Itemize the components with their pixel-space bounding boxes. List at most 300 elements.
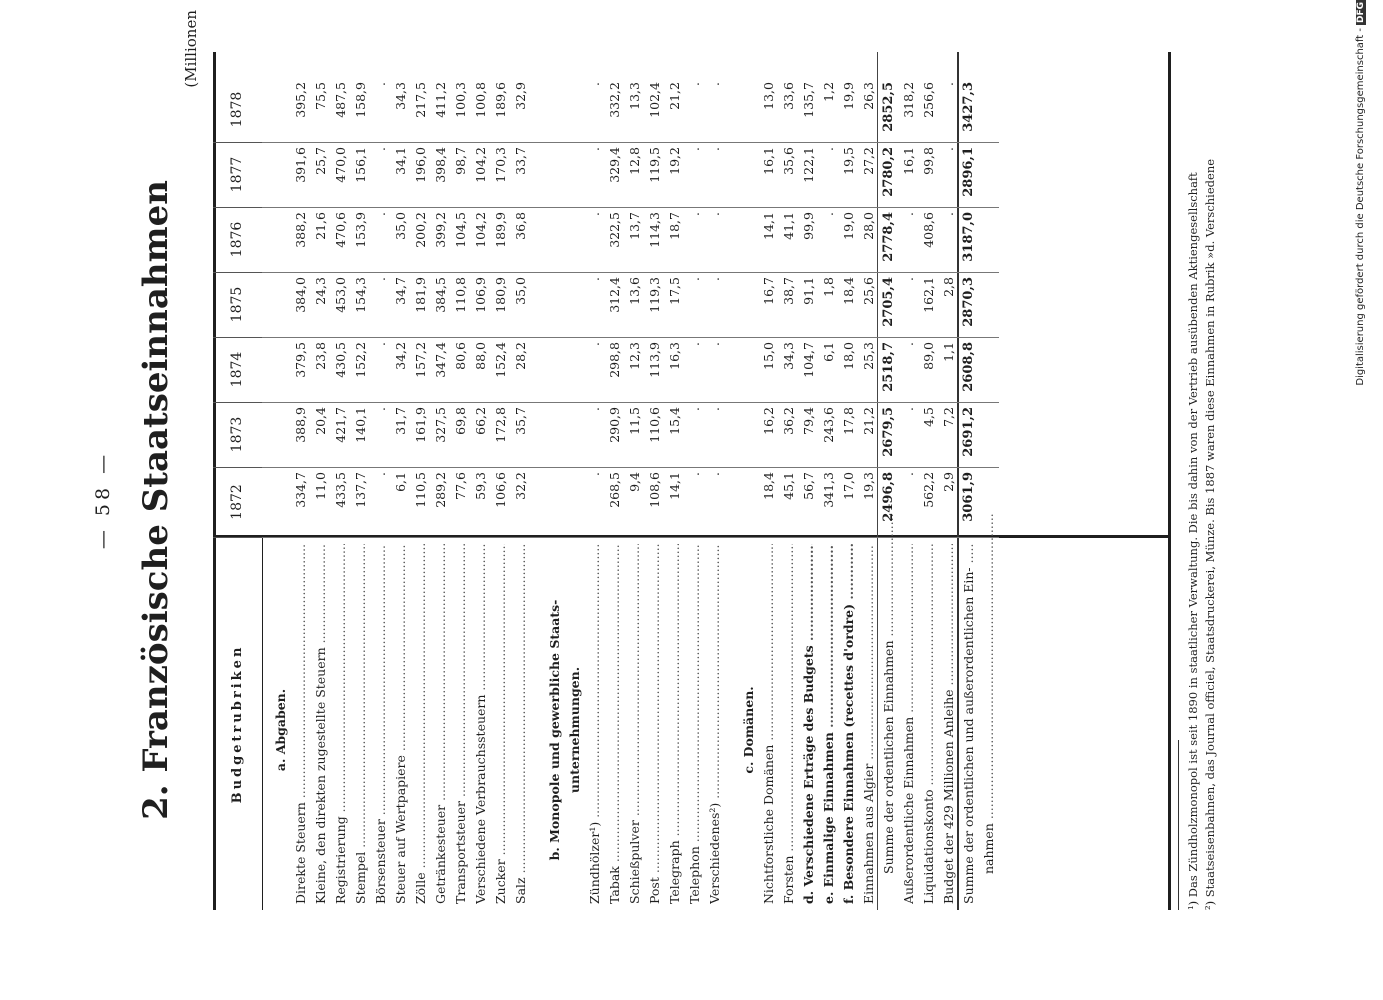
cell-value: 12,3 <box>627 342 642 370</box>
column-rule <box>262 537 999 538</box>
cell-value: 453,0 <box>333 277 348 313</box>
column-rule <box>262 142 999 143</box>
cell-value: . <box>707 147 722 151</box>
cell-value: 18,4 <box>761 472 776 500</box>
cell-value: 104,5 <box>453 212 468 248</box>
cell-value: 2778,4 <box>881 212 896 262</box>
cell-value: 38,7 <box>781 277 796 305</box>
cell-value: . <box>373 472 388 476</box>
cell-value: 104,2 <box>473 147 488 183</box>
row-label: Telegraph ..... <box>665 544 685 904</box>
column-rule <box>262 337 999 338</box>
funding-text: Digitalisierung gefördert durch die Deutsche Forschungsgemeinschaft - <box>1355 28 1366 386</box>
total-rule <box>957 52 959 910</box>
cell-value: 470,0 <box>333 147 348 183</box>
cell-value: 110,6 <box>647 407 662 443</box>
cell-value: 104,2 <box>473 212 488 248</box>
cell-value: 433,5 <box>333 472 348 508</box>
cell-value: 102,4 <box>647 82 662 118</box>
column-rule <box>262 272 999 273</box>
section-heading <box>545 52 565 910</box>
cell-value: 200,2 <box>413 212 428 248</box>
cell-value: 23,8 <box>313 342 328 370</box>
cell-value: . <box>373 342 388 346</box>
cell-value: 157,2 <box>413 342 428 378</box>
cell-value: 2896,1 <box>961 147 976 197</box>
row-label: Post ..... <box>645 544 665 904</box>
cell-value: . <box>587 407 602 411</box>
cell-value: 13,0 <box>761 82 776 110</box>
table-row <box>819 52 839 910</box>
cell-value: 158,9 <box>353 82 368 118</box>
table-row <box>859 52 879 910</box>
section-heading <box>565 52 585 910</box>
cell-value: 6,1 <box>821 342 836 362</box>
cell-value: . <box>373 212 388 216</box>
row-label: d. Verschiedene Erträge des Budgets ..... <box>799 544 819 904</box>
cell-value: 16,3 <box>667 342 682 370</box>
cell-value: 25,7 <box>313 147 328 175</box>
cell-value: 3427,3 <box>961 82 976 132</box>
footnote-1: ¹) Das Zündholzmonopol ist seit 1890 in staatlicher Verwaltung. Die bis dahin von der Vertrieb ausübenden Aktiengesellschaft <box>1186 172 1200 910</box>
cell-value: 161,9 <box>413 407 428 443</box>
cell-value: . <box>707 472 722 476</box>
cell-value: 334,7 <box>293 472 308 508</box>
cell-value: 329,4 <box>607 147 622 183</box>
cell-value: 18,7 <box>667 212 682 240</box>
header-year: 1878 <box>213 77 262 143</box>
cell-value: 25,3 <box>861 342 876 370</box>
cell-value: 6,1 <box>393 472 408 492</box>
cell-value: 153,9 <box>353 212 368 248</box>
cell-value: . <box>901 342 916 346</box>
cell-value: 1,1 <box>941 342 956 362</box>
cell-value: 104,7 <box>801 342 816 378</box>
cell-value: 28,0 <box>861 212 876 240</box>
cell-value: 379,5 <box>293 342 308 378</box>
cell-value: . <box>687 277 702 281</box>
section-label: c. Domänen. <box>741 686 756 774</box>
cell-value: 11,0 <box>313 472 328 500</box>
cell-value: 256,6 <box>921 82 936 118</box>
row-label: Verschiedenes²) ..... <box>705 544 725 904</box>
row-label: Zölle ..... <box>411 544 431 904</box>
table-row <box>311 52 331 910</box>
cell-value: 388,9 <box>293 407 308 443</box>
row-label: Zucker ..... <box>491 544 511 904</box>
row-label: nahmen ..... <box>979 514 999 904</box>
table-row <box>685 52 705 910</box>
cell-value: . <box>687 147 702 151</box>
cell-value: . <box>587 342 602 346</box>
cell-value: 13,3 <box>627 82 642 110</box>
cell-value: 16,2 <box>761 407 776 435</box>
cell-value: 36,2 <box>781 407 796 435</box>
cell-value: 9,4 <box>627 472 642 492</box>
row-label: Salz ..... <box>511 544 531 904</box>
header-year: 1872 <box>213 467 262 538</box>
cell-value: 27,2 <box>861 147 876 175</box>
cell-value: 2679,5 <box>881 407 896 457</box>
table-row <box>491 52 511 910</box>
cell-value: 17,0 <box>841 472 856 500</box>
cell-value: 119,5 <box>647 147 662 183</box>
cell-value: . <box>587 472 602 476</box>
row-label: Schießpulver ..... <box>625 544 645 904</box>
cell-value: 318,2 <box>901 82 916 118</box>
table-row <box>585 52 605 910</box>
row-label: Außerordentliche Einnahmen ..... <box>899 544 919 904</box>
cell-value: . <box>587 82 602 86</box>
cell-value: 88,0 <box>473 342 488 370</box>
cell-value: 470,6 <box>333 212 348 248</box>
page-number: — 58 — <box>92 450 114 550</box>
table-row <box>471 52 491 910</box>
cell-value: 25,6 <box>861 277 876 305</box>
cell-value: 15,0 <box>761 342 776 370</box>
header-year: 1876 <box>213 207 262 273</box>
section-label: b. Monopole und gewerbliche Staats- <box>547 599 562 861</box>
cell-value: 36,8 <box>513 212 528 240</box>
cell-value: 16,7 <box>761 277 776 305</box>
cell-value: 20,4 <box>313 407 328 435</box>
table-row <box>939 52 959 910</box>
cell-value: 34,3 <box>393 82 408 110</box>
cell-value: . <box>687 407 702 411</box>
cell-value: 384,5 <box>433 277 448 313</box>
section-label: unternehmungen. <box>567 666 582 794</box>
table-bottom-rule <box>1168 52 1171 910</box>
cell-value: . <box>941 212 956 216</box>
table-row <box>451 52 471 910</box>
cell-value: 487,5 <box>333 82 348 118</box>
cell-value: 408,6 <box>921 212 936 248</box>
row-label: Getränkesteuer ..... <box>431 544 451 904</box>
cell-value: 99,8 <box>921 147 936 175</box>
cell-value: 21,2 <box>861 407 876 435</box>
section-heading <box>739 52 759 910</box>
cell-value: 13,7 <box>627 212 642 240</box>
cell-value: 2518,7 <box>881 342 896 392</box>
cell-value: . <box>587 277 602 281</box>
cell-value: 290,9 <box>607 407 622 443</box>
header-year: 1875 <box>213 272 262 338</box>
cell-value: 34,1 <box>393 147 408 175</box>
cell-value: 388,2 <box>293 212 308 248</box>
row-label: Tabak ..... <box>605 544 625 904</box>
row-label: Transportsteuer ..... <box>451 544 471 904</box>
total-row-continued <box>979 52 999 910</box>
cell-value: 41,1 <box>781 212 796 240</box>
cell-value: 32,2 <box>513 472 528 500</box>
cell-value: 3061,9 <box>961 472 976 522</box>
cell-value: . <box>901 472 916 476</box>
row-label: Forsten ..... <box>779 544 799 904</box>
cell-value: 106,9 <box>473 277 488 313</box>
cell-value: 16,1 <box>761 147 776 175</box>
cell-value: 26,3 <box>861 82 876 110</box>
cell-value: . <box>687 82 702 86</box>
cell-value: 18,0 <box>841 342 856 370</box>
row-label: Budget der 429 Millionen Anleihe ..... <box>939 544 959 904</box>
cell-value: 100,3 <box>453 82 468 118</box>
cell-value: 189,6 <box>493 82 508 118</box>
cell-value: . <box>901 277 916 281</box>
cell-value: 152,2 <box>353 342 368 378</box>
cell-value: 172,8 <box>493 407 508 443</box>
cell-value: 154,3 <box>353 277 368 313</box>
cell-value: 189,9 <box>493 212 508 248</box>
row-label: Verschiedene Verbrauchssteuern ..... <box>471 544 491 904</box>
row-label: Summe der ordentlichen Einnahmen ..... <box>879 514 899 904</box>
cell-value: 170,3 <box>493 147 508 183</box>
cell-value: 1,2 <box>821 82 836 102</box>
cell-value: 2608,8 <box>961 342 976 392</box>
cell-value: 398,4 <box>433 147 448 183</box>
table-row <box>779 52 799 910</box>
cell-value: 243,6 <box>821 407 836 443</box>
cell-value: . <box>941 147 956 151</box>
cell-value: 34,2 <box>393 342 408 370</box>
cell-value: 562,2 <box>921 472 936 508</box>
cell-value: . <box>941 82 956 86</box>
cell-value: 24,3 <box>313 277 328 305</box>
header-label: Budgetrubriken <box>230 644 245 804</box>
cell-value: 16,1 <box>901 147 916 175</box>
cell-value: 35,0 <box>513 277 528 305</box>
cell-value: 98,7 <box>453 147 468 175</box>
table-row <box>351 52 371 910</box>
row-label: Registrierung ..... <box>331 544 351 904</box>
cell-value: . <box>687 212 702 216</box>
cell-value: . <box>707 82 722 86</box>
footnote-rule <box>1178 740 1179 910</box>
column-rule <box>262 467 999 468</box>
row-label: Nichtforstliche Domänen ..... <box>759 544 779 904</box>
row-label: Stempel ..... <box>351 544 371 904</box>
unit-note: (Millionen <box>182 10 200 88</box>
column-rule <box>262 402 999 403</box>
cell-value: 35,0 <box>393 212 408 240</box>
table-row <box>839 52 859 910</box>
cell-value: 113,9 <box>647 342 662 378</box>
cell-value: 66,2 <box>473 407 488 435</box>
cell-value: 19,9 <box>841 82 856 110</box>
cell-value: 110,8 <box>453 277 468 313</box>
cell-value: 395,2 <box>293 82 308 118</box>
cell-value: . <box>901 407 916 411</box>
row-label: Steuer auf Wertpapiere ..... <box>391 544 411 904</box>
cell-value: 34,3 <box>781 342 796 370</box>
cell-value: 31,7 <box>393 407 408 435</box>
cell-value: 196,0 <box>413 147 428 183</box>
cell-value: 19,0 <box>841 212 856 240</box>
table-row <box>899 52 919 910</box>
row-label: Zündhölzer¹) ..... <box>585 544 605 904</box>
table-row <box>645 52 665 910</box>
cell-value: 77,6 <box>453 472 468 500</box>
cell-value: 327,5 <box>433 407 448 443</box>
cell-value: . <box>587 147 602 151</box>
header-rule <box>262 538 263 910</box>
cell-value: 12,8 <box>627 147 642 175</box>
cell-value: 2705,4 <box>881 277 896 327</box>
cell-value: 99,9 <box>801 212 816 240</box>
cell-value: 56,7 <box>801 472 816 500</box>
row-label: Liquidationskonto ..... <box>919 544 939 904</box>
cell-value: 106,6 <box>493 472 508 508</box>
cell-value: 15,4 <box>667 407 682 435</box>
cell-value: 19,3 <box>861 472 876 500</box>
cell-value: 21,6 <box>313 212 328 240</box>
cell-value: 18,4 <box>841 277 856 305</box>
cell-value: 19,5 <box>841 147 856 175</box>
cell-value: . <box>587 212 602 216</box>
cell-value: 2780,2 <box>881 147 896 197</box>
cell-value: 421,7 <box>333 407 348 443</box>
cell-value: . <box>821 147 836 151</box>
table-row <box>605 52 625 910</box>
total-row <box>959 52 979 910</box>
cell-value: 289,2 <box>433 472 448 508</box>
cell-value: 140,1 <box>353 407 368 443</box>
cell-value: 2870,3 <box>961 277 976 327</box>
cell-value: 69,8 <box>453 407 468 435</box>
cell-value: . <box>687 342 702 346</box>
cell-value: 91,1 <box>801 277 816 305</box>
cell-value: 13,6 <box>627 277 642 305</box>
cell-value: 217,5 <box>413 82 428 118</box>
cell-value: 162,1 <box>921 277 936 313</box>
cell-value: 2,8 <box>941 277 956 297</box>
table-row <box>799 52 819 910</box>
cell-value: 332,2 <box>607 82 622 118</box>
table-row <box>371 52 391 910</box>
cell-value: . <box>707 342 722 346</box>
column-rule <box>262 207 999 208</box>
row-label: f. Besondere Einnahmen (recettes d'ordre) ..... <box>839 544 859 904</box>
cell-value: . <box>373 147 388 151</box>
cell-value: 181,9 <box>413 277 428 313</box>
cell-value: 2852,5 <box>881 82 896 132</box>
cell-value: 156,1 <box>353 147 368 183</box>
table-row <box>331 52 351 910</box>
cell-value: 411,2 <box>433 82 448 118</box>
cell-value: . <box>901 212 916 216</box>
cell-value: 108,6 <box>647 472 662 508</box>
total-rule <box>877 52 878 910</box>
row-label: e. Einmalige Einnahmen ..... <box>819 544 839 904</box>
cell-value: 119,3 <box>647 277 662 313</box>
cell-value: 21,2 <box>667 82 682 110</box>
cell-value: . <box>373 407 388 411</box>
cell-value: 80,6 <box>453 342 468 370</box>
table-row <box>431 52 451 910</box>
cell-value: 341,3 <box>821 472 836 508</box>
section-label: a. Abgaben. <box>273 688 288 772</box>
cell-value: . <box>821 212 836 216</box>
cell-value: . <box>707 212 722 216</box>
cell-value: 100,8 <box>473 82 488 118</box>
cell-value: 79,4 <box>801 407 816 435</box>
cell-value: 28,2 <box>513 342 528 370</box>
cell-value: 268,5 <box>607 472 622 508</box>
cell-value: 14,1 <box>667 472 682 500</box>
cell-value: 32,9 <box>513 82 528 110</box>
cell-value: 122,1 <box>801 147 816 183</box>
row-label: Einnahmen aus Algier ..... <box>859 544 879 904</box>
table-row <box>705 52 725 910</box>
row-label: Kleine, den direkten zugestellte Steuern ..... <box>311 544 331 904</box>
page-title: 2. Französische Staatseinnahmen <box>136 180 176 820</box>
cell-value: 312,4 <box>607 277 622 313</box>
cell-value: 14,1 <box>761 212 776 240</box>
row-label: Telephon ..... <box>685 544 705 904</box>
cell-value: 152,4 <box>493 342 508 378</box>
table-row <box>511 52 531 910</box>
cell-value: 114,3 <box>647 212 662 248</box>
cell-value: 17,5 <box>667 277 682 305</box>
cell-value: 3187,0 <box>961 212 976 262</box>
row-label: Börsensteuer ..... <box>371 544 391 904</box>
cell-value: . <box>707 277 722 281</box>
cell-value: 347,4 <box>433 342 448 378</box>
cell-value: 110,5 <box>413 472 428 508</box>
cell-value: 45,1 <box>781 472 796 500</box>
cell-value: 4,5 <box>921 407 936 427</box>
cell-value: 35,6 <box>781 147 796 175</box>
cell-value: 33,6 <box>781 82 796 110</box>
cell-value: . <box>687 472 702 476</box>
cell-value: 11,5 <box>627 407 642 435</box>
cell-value: 75,5 <box>313 82 328 110</box>
dfg-logo: DFG <box>1356 2 1366 24</box>
cell-value: 384,0 <box>293 277 308 313</box>
cell-value: 89,0 <box>921 342 936 370</box>
cell-value: 35,7 <box>513 407 528 435</box>
cell-value: 2691,2 <box>961 407 976 457</box>
cell-value: 399,2 <box>433 212 448 248</box>
cell-value: . <box>707 407 722 411</box>
cell-value: 298,8 <box>607 342 622 378</box>
cell-value: 137,7 <box>353 472 368 508</box>
table-row <box>665 52 685 910</box>
cell-value: 59,3 <box>473 472 488 500</box>
row-label: Summe der ordentlichen und außerordentlichen Ein- ..... <box>959 544 979 904</box>
cell-value: 33,7 <box>513 147 528 175</box>
cell-value: . <box>373 277 388 281</box>
table-row <box>759 52 779 910</box>
header-year: 1877 <box>213 142 262 208</box>
table-row <box>391 52 411 910</box>
cell-value: 7,2 <box>941 407 956 427</box>
table-row <box>411 52 431 910</box>
header-year: 1874 <box>213 337 262 403</box>
section-heading <box>271 52 291 910</box>
table-row <box>625 52 645 910</box>
cell-value: 430,5 <box>333 342 348 378</box>
table-row <box>291 52 311 910</box>
cell-value: 322,5 <box>607 212 622 248</box>
cell-value: 34,7 <box>393 277 408 305</box>
cell-value: 2,9 <box>941 472 956 492</box>
total-row <box>879 52 899 910</box>
cell-value: 17,8 <box>841 407 856 435</box>
header-year: 1873 <box>213 402 262 468</box>
cell-value: 135,7 <box>801 82 816 118</box>
cell-value: 19,2 <box>667 147 682 175</box>
table-row <box>919 52 939 910</box>
